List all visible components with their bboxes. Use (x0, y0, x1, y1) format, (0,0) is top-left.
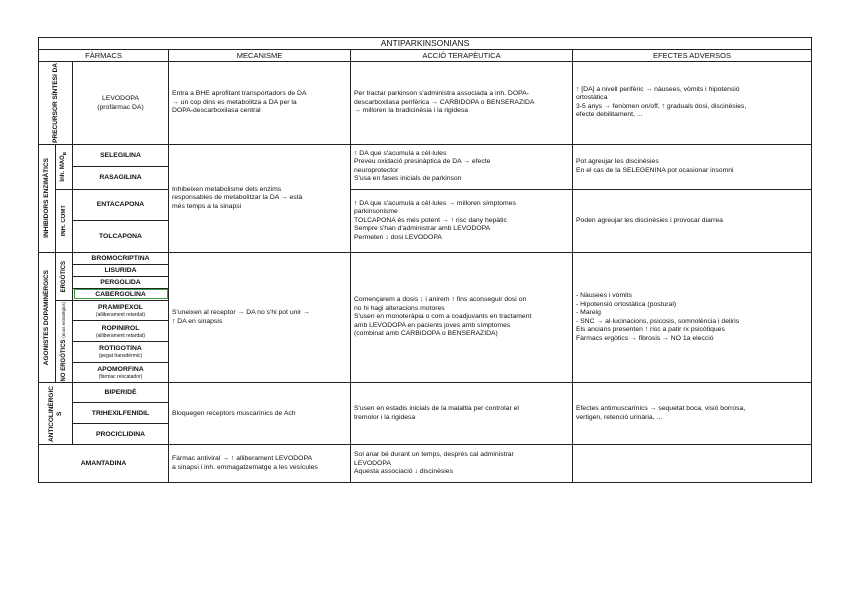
drug-rotigotina: ROTIGOTINA (pegat transdèrmic) (73, 342, 169, 363)
subgroup-mao: Inh. $MAO_B$ (56, 144, 73, 189)
mecanisme-anticolinergics: Bloquegen receptors muscarínics de Ach (169, 383, 351, 445)
header-farmacs: FÀRMACS (39, 50, 169, 62)
antiparkinsonians-table (38, 37, 812, 483)
efectes-agonistes: - Nàusees i vòmits - Hipotensió ortostàtica (postural) - Mareig - SNC → al·lucinacions, psicosis, somnolència i deliris Els ancians presenten ↑ risc a patir rx psicòtiques Fàrmacs ergòtics → fibrosis → NO 1a elecció (573, 252, 812, 382)
group-inhibidors: INHIBIDORS ENZIMÀTICS (39, 144, 56, 252)
drug-amantadina: AMANTADINA (39, 445, 169, 483)
accio-agonistes: Començarem a dosis ↓ i anirem ↑ fins aconseguir dosi on no hi hagi alteracions motores S'usen en monoteràpia o com a coadjuvants en tractament amb LEVODOPA en pacients joves amb símptomes (combinat amb CARBIDOPA o BENSERAZIDA) (351, 252, 573, 382)
subgroup-comt: INH. COMT (56, 189, 73, 252)
subgroup-no-ergotics: NO ERGÒTICS (nous estratègics) (56, 300, 73, 382)
subgroup-ergotics: ERGÒTICS (56, 252, 73, 300)
drug-apomorfina: APOMORFINA (fàrmac rescatador) (73, 362, 169, 383)
drug-tolcapona: TOLCAPONA (73, 220, 169, 252)
accio-mao: ↑ DA que s'acumula a cèl·lules Preveu oxidació presinàptica de DA → efecte neuroprotector S'usa en fases inicials de parkinson (351, 144, 573, 189)
efectes-amantadina (573, 445, 812, 483)
accio-amantadina: Sol anar bé durant un temps, després cal administrar LEVODOPA Aquesta associació ↓ discinèsies (351, 445, 573, 483)
drug-selegilina: SELEGILINA (73, 144, 169, 166)
accio-anticolinergics: S'usen en estadis inicials de la malaltia per controlar el tremolor i la rigidesa (351, 383, 573, 445)
mecanisme-amantadina: Fàrmac antiviral → ↑ alliberament LEVODOPA a sinapsi i inh. emmagatzematge a les vesícules (169, 445, 351, 483)
efectes-mao: Pot agreujar les discinèsies En el cas de la SELEGENINA pot ocasionar insomni (573, 144, 812, 189)
drug-biperide: BIPERIDÈ (73, 383, 169, 403)
accio-comt: ↑ DA que s'acumula a cèl·lules → milloren símptomes parkinsonisme TOLCAPONA és més potent → ↑ risc dany hepàtic Sempre s'han d'administrar amb LEVODOPA Permeten ↓ dosi LEVODOPA (351, 189, 573, 252)
efectes-precursor: ↑ [DA] a nivell perifèric → nàusees, vòmits i hipotensió ortostàtica 3-5 anys → fenòmen on/off, ↑ graduals dosi, discinèsies, efecte debilitament, ... (573, 62, 812, 145)
header-accio: ACCIÓ TERAPÈUTICA (351, 50, 573, 62)
header-efectes: EFECTES ADVERSOS (573, 50, 812, 62)
drug-pergolida: PERGOLIDA (73, 276, 169, 288)
mecanisme-agonistes: S'uneixen al receptor → DA no s'hi pot unir → ↑ DA en sinapsis (169, 252, 351, 382)
drug-lisurida: LISURIDA (73, 264, 169, 276)
efectes-anticolinergics: Efectes antimuscarínics → sequetat boca, visió borrosa, vertigen, retenció urinària, ... (573, 383, 812, 445)
table-title: ANTIPARKINSONIANS (39, 38, 812, 50)
drug-bromocriptina: BROMOCRIPTINA (73, 252, 169, 264)
mecanisme-precursor: Entra a BHE aprofitant transportadors de DA → un cop dins es metabolitza a DA per la DOPA-descarboxilasa central (169, 62, 351, 145)
accio-precursor: Per tractar parkinson s'administra associada a inh. DOPA- descarboxilasa perifèrica → CARBIDOPA o BENSERAZIDA → milloren la bradicinèsia i la rigidesa (351, 62, 573, 145)
mecanisme-inhibidors: Inhibeixen metabolisme dels enzims responsables de metabolitzar la DA → està més temps a la sinapsi (169, 144, 351, 252)
drug-cabergolina[interactable]: CABERGOLINA (73, 288, 169, 300)
drug-pramipexol: PRAMIPEXOL (alliberament retardat) (73, 300, 169, 321)
drug-trihexilfenidil: TRIHEXILFENIDIL (73, 403, 169, 424)
drug-rasagilina: RASAGILINA (73, 166, 169, 189)
drug-levodopa: LEVODOPA (profàrmac DA) (73, 62, 169, 145)
group-anticolinergics: ANTICOLINÈRGIC S (39, 383, 73, 445)
efectes-comt: Poden agreujar les discinèsies i provocar diarrea (573, 189, 812, 252)
drug-entacapona: ENTACAPONA (73, 189, 169, 220)
drug-prociclidina: PROCICLIDINA (73, 424, 169, 445)
header-mecanisme: MECANISME (169, 50, 351, 62)
group-agonistes: AGONISTES DOPAMINÈRGICS (39, 252, 56, 382)
group-precursor: PRECURSOR SÍNTESI DA (39, 62, 73, 145)
drug-ropinirol: ROPINIROL (alliberament retardat) (73, 321, 169, 342)
